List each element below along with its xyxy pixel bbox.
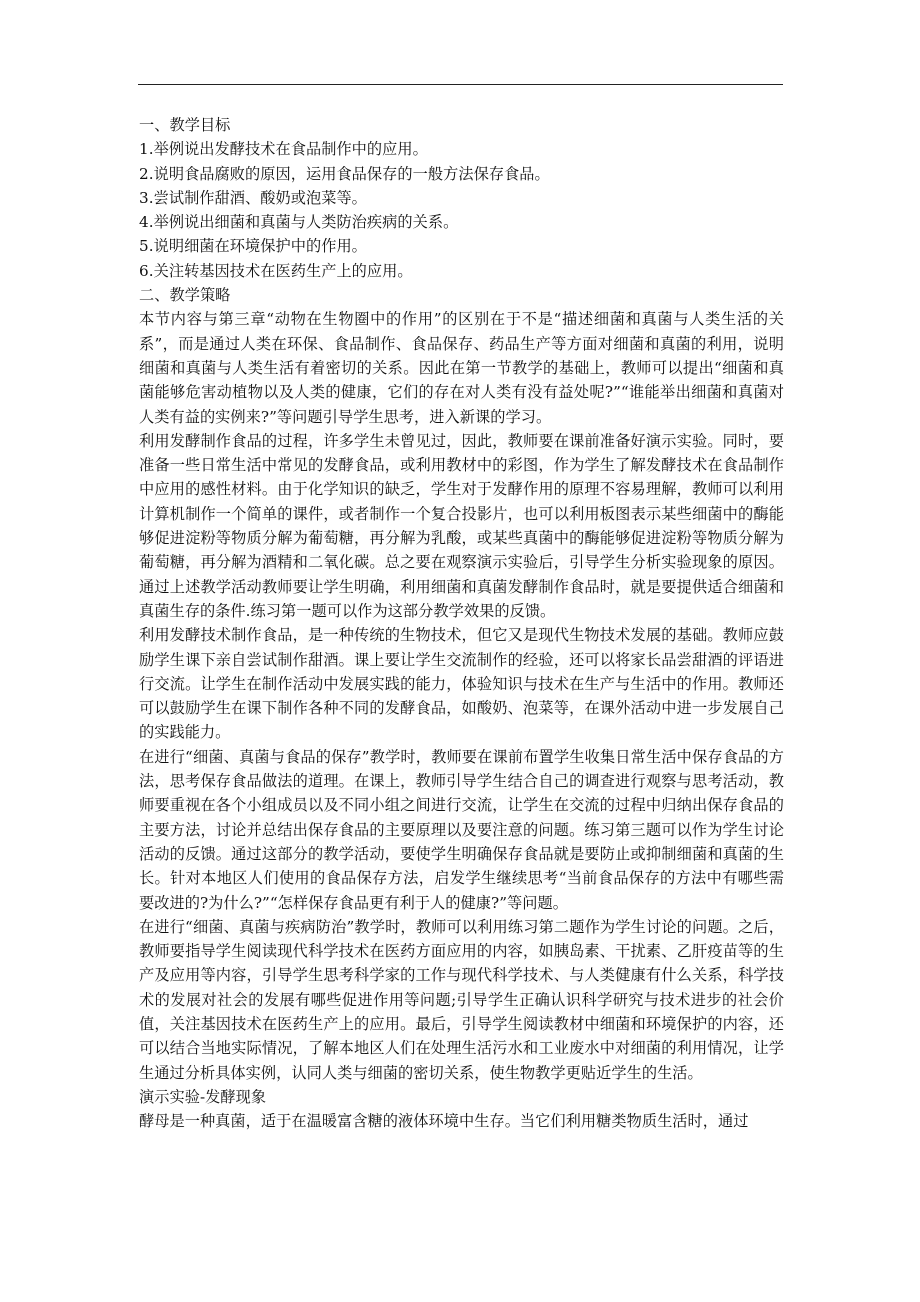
- demo-paragraph-1: 酵母是一种真菌，适于在温暖富含糖的液体环境中生存。当它们利用糖类物质生活时，通过: [139, 1112, 749, 1131]
- strategy-paragraph-5: 在进行“细菌、真菌与疾病防治”教学时，教师可以利用练习第二题作为学生讨论的问题。之后，教师要指导学生阅读现代科学技术在医药方面应用的内容，如胰岛素、干扰素、乙肝疫苗等的生产及应用等内容，引导学生思考科学家的工作与现代科学技术、与人类健康有什么关系，科学技术的发展对社会的发展有哪些促进作用等问题;引导学生正确认识科学研究与技术进步的社会价值，关注基因技术在医药生产上的应用。最后，引导学生阅读教材中细菌和环境保护的内容，还可以结合当地实际情况，了解本地区人们在处理生活污水和工业废水中对细菌的利用情况，让学生通过分析具体实例，认同人类与细菌的密切关系，使生物教学更贴近学生的生活。: [139, 917, 784, 1082]
- goal-item-3: 3.尝试制作甜酒、酸奶或泡菜等。: [139, 188, 367, 207]
- document-body: [139, 113, 784, 1133]
- goal-item-4: 4.举例说出细菌和真菌与人类防治疾病的关系。: [139, 213, 459, 232]
- strategy-paragraph-3: 利用发酵技术制作食品，是一种传统的生物技术，但它又是现代生物技术发展的基础。教师应鼓励学生课下亲自尝试制作甜酒。课上要让学生交流制作的经验，还可以将家长品尝甜酒的评语进行交流。让学生在制作活动中发展实践的能力，体验知识与技术在生产与生活中的作用。教师还可以鼓励学生在课下制作各种不同的发酵食品，如酸奶、泡菜等，在课外活动中进一步发展自己的实践能力。: [139, 626, 784, 742]
- goal-item-5: 5.说明细菌在环境保护中的作用。: [139, 237, 367, 256]
- strategy-paragraph-2: 利用发酵制作食品的过程，许多学生未曾见过，因此，教师要在课前准备好演示实验。同时，要准备一些日常生活中常见的发酵食品，或利用教材中的彩图，作为学生了解发酵技术在食品制作中应用的感性材料。由于化学知识的缺乏，学生对于发酵作用的原理不容易理解，教师可以利用计算机制作一个简单的课件，或者制作一个复合投影片，也可以利用板图表示某些细菌中的酶能够促进淀粉等物质分解为葡萄糖，再分解为乳酸，或某些真菌中的酶能够促进淀粉等物质分解为葡萄糖，再分解为酒精和二氧化碳。总之要在观察演示实验后，引导学生分析实验现象的原因。通过上述教学活动教师要让学生明确，利用细菌和真菌发酵制作食品时，就是要提供适合细菌和真菌生存的条件.练习第一题可以作为这部分教学效果的反馈。: [139, 431, 784, 620]
- section-heading-demo-experiment: 演示实验-发酵现象: [139, 1087, 267, 1106]
- section-heading-teaching-goals: 一、教学目标: [139, 116, 231, 134]
- header-rule: [138, 84, 783, 85]
- goal-item-6: 6.关注转基因技术在医药生产上的应用。: [139, 261, 413, 280]
- strategy-paragraph-1: 本节内容与第三章“动物在生物圈中的作用”的区别在于不是“描述细菌和真菌与人类生活的关系”，而是通过人类在环保、食品制作、食品保存、药品生产等方面对细菌和真菌的利用，说明细菌和真菌与人类生活有着密切的关系。因此在第一节教学的基础上，教师可以提出“细菌和真菌能够危害动植物以及人类的健康，它们的存在对人类有没有益处呢?”“谁能举出细菌和真菌对人类有益的实例来?”等问题引导学生思考，进入新课的学习。: [139, 310, 784, 426]
- goal-item-2: 2.说明食品腐败的原因，运用食品保存的一般方法保存食品。: [139, 164, 550, 183]
- section-heading-teaching-strategy: 二、教学策略: [139, 286, 231, 305]
- strategy-paragraph-4: 在进行“细菌、真菌与食品的保存”教学时，教师要在课前布置学生收集日常生活中保存食品的方法，思考保存食品做法的道理。在课上，教师引导学生结合自己的调查进行观察与思考活动，教师要重视在各个小组成员以及不同小组之间进行交流，让学生在交流的过程中归纳出保存食品的主要方法，讨论并总结出保存食品的主要原理以及要注意的问题。练习第三题可以作为学生讨论活动的反馈。通过这部分的教学活动，要使学生明确保存食品就是要防止或抑制细菌和真菌的生长。针对本地区人们使用的食品保存方法，启发学生继续思考“当前食品保存的方法中有哪些需要改进的?为什么?”“怎样保存食品更有利于人的健康?”等问题。: [139, 747, 784, 912]
- goal-item-1: 1.举例说出发酵技术在食品制作中的应用。: [139, 140, 428, 159]
